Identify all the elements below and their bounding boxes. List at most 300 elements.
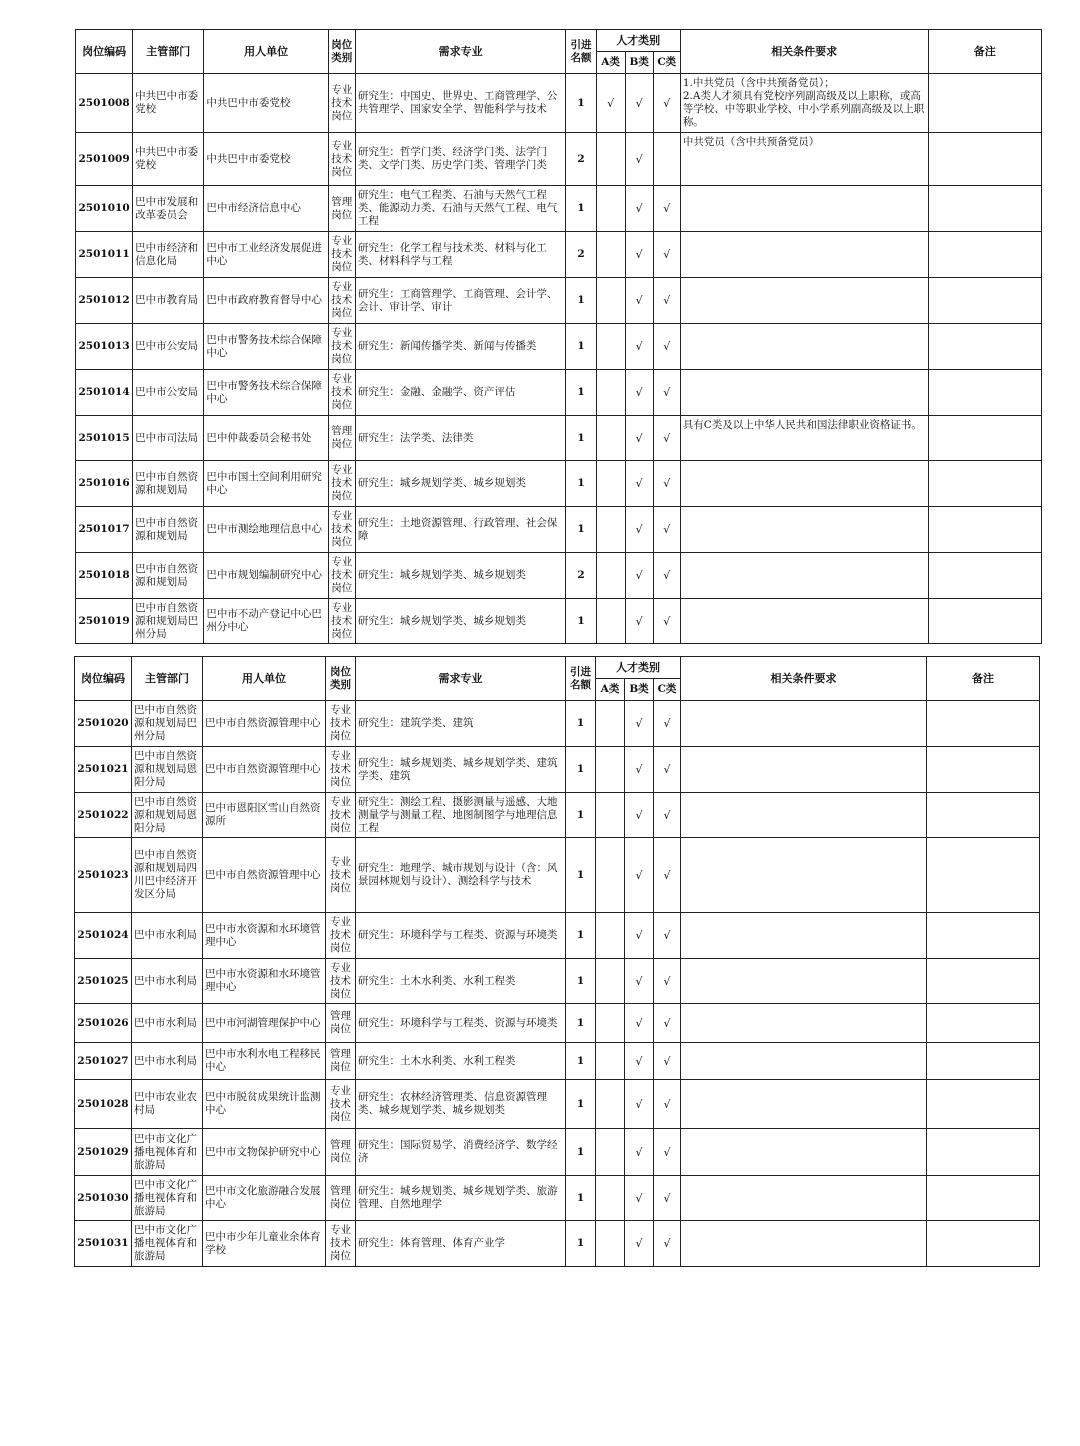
row-category: 专业技术岗位 (328, 553, 355, 599)
row-category: 专业技术岗位 (328, 232, 355, 278)
header-category: 岗位类别 (326, 657, 356, 701)
row-remark (928, 416, 1041, 461)
row-code: 2501021 (75, 747, 132, 793)
header-c: C类 (653, 52, 680, 74)
row-quota: 1 (566, 1129, 596, 1176)
row-c-check: √ (653, 74, 680, 133)
row-c-check: √ (654, 959, 681, 1004)
row-b-check: √ (625, 1221, 654, 1267)
row-c-check: √ (654, 701, 681, 747)
header-major: 需求专业 (356, 657, 566, 701)
row-conditions: 1.中共党员（含中共预备党员）； 2.A类人才须具有党校序列副高级及以上职称，或高等学校、中等职业学校、中小学系列副高级及以上职称。 (680, 74, 928, 133)
row-code: 2501010 (76, 186, 133, 232)
row-quota: 1 (566, 278, 596, 324)
row-unit: 巴中市自然资源管理中心 (203, 838, 326, 913)
row-category: 专业技术岗位 (328, 507, 355, 553)
table-row (75, 701, 1040, 747)
row-code: 2501029 (75, 1129, 132, 1176)
row-b-check: √ (625, 74, 653, 133)
row-remark (927, 1043, 1040, 1080)
row-code: 2501019 (76, 599, 133, 644)
row-code: 2501013 (76, 324, 133, 370)
row-code: 2501017 (76, 507, 133, 553)
row-unit: 巴中仲裁委员会秘书处 (204, 416, 328, 461)
row-conditions (681, 701, 927, 747)
row-a-check (596, 701, 625, 747)
row-a-check (596, 1043, 625, 1080)
table-row (76, 186, 1042, 232)
row-a-check (596, 913, 625, 959)
row-unit: 中共巴中市委党校 (204, 74, 328, 133)
row-a-check: √ (596, 74, 625, 133)
header-quota: 引进名额 (566, 30, 596, 74)
row-unit: 巴中市测绘地理信息中心 (204, 507, 328, 553)
row-major: 研究生：土木水利类、水利工程类 (356, 1043, 566, 1080)
row-category: 管理岗位 (326, 1043, 356, 1080)
row-code: 2501008 (76, 74, 133, 133)
row-major: 研究生：建筑学类、建筑 (356, 701, 566, 747)
row-major: 研究生：哲学门类、经济学门类、法学门类、文学门类、历史学门类、管理学门类 (355, 133, 566, 186)
table-row (76, 599, 1042, 644)
row-major: 研究生：金融、金融学、资产评估 (355, 370, 566, 416)
table-row (76, 416, 1042, 461)
table-row (75, 1176, 1040, 1221)
row-dept: 巴中市水利局 (132, 913, 203, 959)
row-conditions: 具有C类及以上中华人民共和国法律职业资格证书。 (680, 416, 928, 461)
row-dept: 巴中市水利局 (132, 1043, 203, 1080)
row-quota: 1 (566, 1004, 596, 1043)
row-major: 研究生：电气工程类、石油与天然气工程类、能源动力类、石油与天然气工程、电气工程 (355, 186, 566, 232)
row-conditions (680, 553, 928, 599)
row-unit: 巴中市国土空间利用研究中心 (204, 461, 328, 507)
row-category: 管理岗位 (326, 1004, 356, 1043)
row-category: 专业技术岗位 (326, 913, 356, 959)
row-a-check (596, 1129, 625, 1176)
row-category: 专业技术岗位 (328, 324, 355, 370)
row-b-check: √ (625, 461, 653, 507)
row-code: 2501020 (75, 701, 132, 747)
row-dept: 巴中市经济和信息化局 (133, 232, 204, 278)
row-major: 研究生：化学工程与技术类、材料与化工类、材料科学与工程 (355, 232, 566, 278)
row-a-check (596, 793, 625, 838)
row-unit: 巴中市恩阳区雪山自然资源所 (203, 793, 326, 838)
row-major: 研究生：城乡规划类、城乡规划学类、建筑学类、建筑 (356, 747, 566, 793)
row-remark (927, 1080, 1040, 1129)
row-code: 2501027 (75, 1043, 132, 1080)
row-conditions (680, 599, 928, 644)
row-a-check (596, 416, 625, 461)
row-unit: 巴中市警务技术综合保障中心 (204, 370, 328, 416)
header-remarks: 备注 (928, 30, 1041, 74)
row-remark (927, 838, 1040, 913)
row-a-check (596, 507, 625, 553)
row-a-check (596, 1080, 625, 1129)
row-b-check: √ (625, 959, 654, 1004)
header-unit: 用人单位 (203, 657, 326, 701)
table-row (76, 232, 1042, 278)
header-a: A类 (596, 679, 625, 701)
row-b-check: √ (625, 416, 653, 461)
row-b-check: √ (625, 1080, 654, 1129)
row-b-check: √ (625, 1043, 654, 1080)
row-conditions (680, 461, 928, 507)
row-dept: 巴中市水利局 (132, 959, 203, 1004)
row-remark (928, 507, 1041, 553)
header-major: 需求专业 (355, 30, 566, 74)
row-b-check: √ (625, 186, 653, 232)
table-row (75, 913, 1040, 959)
row-conditions (680, 370, 928, 416)
row-c-check: √ (653, 186, 680, 232)
row-a-check (596, 370, 625, 416)
row-conditions (681, 959, 927, 1004)
row-b-check: √ (625, 747, 654, 793)
row-dept: 巴中市司法局 (133, 416, 204, 461)
row-dept: 巴中市自然资源和规划局巴州分局 (132, 701, 203, 747)
row-c-check: √ (653, 461, 680, 507)
row-quota: 1 (566, 1176, 596, 1221)
table-row (76, 74, 1042, 133)
row-major: 研究生：城乡规划学类、城乡规划类 (355, 599, 566, 644)
row-conditions (680, 324, 928, 370)
row-quota: 1 (566, 701, 596, 747)
row-c-check: √ (654, 1043, 681, 1080)
row-a-check (596, 1221, 625, 1267)
row-quota: 1 (566, 1043, 596, 1080)
row-b-check: √ (625, 701, 654, 747)
row-code: 2501030 (75, 1176, 132, 1221)
row-remark (928, 186, 1041, 232)
row-remark (928, 370, 1041, 416)
row-code: 2501012 (76, 278, 133, 324)
row-a-check (596, 838, 625, 913)
row-major: 研究生：新闻传播学类、新闻与传播类 (355, 324, 566, 370)
row-c-check: √ (654, 838, 681, 913)
table-row (75, 1080, 1040, 1129)
row-unit: 巴中市警务技术综合保障中心 (204, 324, 328, 370)
row-category: 专业技术岗位 (328, 74, 355, 133)
row-remark (927, 1004, 1040, 1043)
header-talent: 人才类别 (596, 657, 681, 679)
row-category: 专业技术岗位 (328, 461, 355, 507)
row-quota: 1 (566, 507, 596, 553)
row-major: 研究生：城乡规划学类、城乡规划类 (355, 461, 566, 507)
row-dept: 巴中市自然资源和规划局巴州分局 (133, 599, 204, 644)
row-category: 管理岗位 (328, 186, 355, 232)
table-row (76, 370, 1042, 416)
row-a-check (596, 186, 625, 232)
row-b-check: √ (625, 1176, 654, 1221)
row-a-check (596, 324, 625, 370)
row-c-check: √ (653, 324, 680, 370)
row-major: 研究生：法学类、法律类 (355, 416, 566, 461)
row-dept: 中共巴中市委党校 (133, 133, 204, 186)
row-category: 专业技术岗位 (326, 1221, 356, 1267)
row-code: 2501022 (75, 793, 132, 838)
row-code: 2501028 (75, 1080, 132, 1129)
row-a-check (596, 747, 625, 793)
row-quota: 1 (566, 959, 596, 1004)
row-major: 研究生：中国史、世界史、工商管理学、公共管理学、国家安全学、智能科学与技术 (355, 74, 566, 133)
row-quota: 1 (566, 74, 596, 133)
table-row (75, 1043, 1040, 1080)
table-row (76, 553, 1042, 599)
row-dept: 巴中市自然资源和规划局 (133, 461, 204, 507)
row-quota: 1 (566, 913, 596, 959)
row-conditions (681, 1176, 927, 1221)
row-a-check (596, 232, 625, 278)
row-dept: 巴中市自然资源和规划局恩阳分局 (132, 793, 203, 838)
row-unit: 巴中市少年儿童业余体育学校 (203, 1221, 326, 1267)
row-b-check: √ (625, 553, 653, 599)
row-dept: 巴中市教育局 (133, 278, 204, 324)
row-quota: 1 (566, 838, 596, 913)
row-quota: 1 (566, 416, 596, 461)
row-unit: 巴中市水利水电工程移民中心 (203, 1043, 326, 1080)
row-remark (928, 553, 1041, 599)
header-remarks: 备注 (927, 657, 1040, 701)
row-c-check: √ (654, 1129, 681, 1176)
row-category: 管理岗位 (328, 416, 355, 461)
row-conditions: 中共党员（含中共预备党员） (680, 133, 928, 186)
row-b-check: √ (625, 599, 653, 644)
row-quota: 1 (566, 747, 596, 793)
row-code: 2501023 (75, 838, 132, 913)
row-remark (928, 74, 1041, 133)
row-major: 研究生：环境科学与工程类、资源与环境类 (356, 1004, 566, 1043)
row-code: 2501014 (76, 370, 133, 416)
row-b-check: √ (625, 1004, 654, 1043)
recruitment-table-2 (74, 656, 1040, 1267)
row-major: 研究生：测绘工程、摄影测量与遥感、大地测量学与测量工程、地图制图学与地理信息工程 (356, 793, 566, 838)
row-conditions (681, 747, 927, 793)
table-row (75, 959, 1040, 1004)
row-major: 研究生：土木水利类、水利工程类 (356, 959, 566, 1004)
header-conditions: 相关条件要求 (681, 657, 927, 701)
row-category: 专业技术岗位 (328, 370, 355, 416)
row-dept: 巴中市公安局 (133, 370, 204, 416)
row-category: 专业技术岗位 (328, 278, 355, 324)
header-quota: 引进名额 (566, 657, 596, 701)
table-row (76, 461, 1042, 507)
row-c-check: √ (653, 278, 680, 324)
row-quota: 2 (566, 553, 596, 599)
row-category: 专业技术岗位 (326, 793, 356, 838)
row-category: 专业技术岗位 (326, 747, 356, 793)
row-code: 2501011 (76, 232, 133, 278)
row-quota: 1 (566, 599, 596, 644)
row-a-check (596, 461, 625, 507)
row-quota: 1 (566, 793, 596, 838)
table-row (75, 747, 1040, 793)
row-code: 2501031 (75, 1221, 132, 1267)
row-code: 2501015 (76, 416, 133, 461)
row-conditions (681, 1043, 927, 1080)
row-b-check: √ (625, 838, 654, 913)
row-quota: 1 (566, 324, 596, 370)
row-unit: 巴中市水资源和水环境管理中心 (203, 913, 326, 959)
row-remark (928, 599, 1041, 644)
row-dept: 巴中市农业农村局 (132, 1080, 203, 1129)
row-unit: 巴中市自然资源管理中心 (203, 747, 326, 793)
row-conditions (681, 1004, 927, 1043)
row-conditions (680, 507, 928, 553)
row-category: 专业技术岗位 (326, 959, 356, 1004)
table-row (75, 793, 1040, 838)
row-conditions (681, 793, 927, 838)
row-b-check: √ (625, 1129, 654, 1176)
table-row (76, 133, 1042, 186)
row-unit: 巴中市水资源和水环境管理中心 (203, 959, 326, 1004)
table-row (75, 1221, 1040, 1267)
row-dept: 巴中市文化广播电视体育和旅游局 (132, 1129, 203, 1176)
row-unit: 巴中市文化旅游融合发展中心 (203, 1176, 326, 1221)
row-c-check: √ (653, 232, 680, 278)
row-major: 研究生：土地资源管理、行政管理、社会保障 (355, 507, 566, 553)
row-remark (928, 278, 1041, 324)
row-major: 研究生：国际贸易学、消费经济学、数学经济 (356, 1129, 566, 1176)
row-dept: 巴中市公安局 (133, 324, 204, 370)
row-b-check: √ (625, 793, 654, 838)
header-unit: 用人单位 (204, 30, 328, 74)
recruitment-table-1 (75, 29, 1042, 644)
row-dept: 巴中市水利局 (132, 1004, 203, 1043)
row-code: 2501018 (76, 553, 133, 599)
header-b: B类 (625, 679, 654, 701)
row-c-check (653, 133, 680, 186)
row-major: 研究生：体育管理、体育产业学 (356, 1221, 566, 1267)
row-b-check: √ (625, 370, 653, 416)
row-unit: 巴中市政府教育督导中心 (204, 278, 328, 324)
header-dept: 主管部门 (133, 30, 204, 74)
row-major: 研究生：地理学、城市规划与设计（含：风景园林规划与设计）、测绘科学与技术 (356, 838, 566, 913)
row-conditions (681, 838, 927, 913)
row-a-check (596, 553, 625, 599)
row-major: 研究生：环境科学与工程类、资源与环境类 (356, 913, 566, 959)
row-c-check: √ (653, 599, 680, 644)
row-a-check (596, 599, 625, 644)
row-quota: 1 (566, 1221, 596, 1267)
row-code: 2501024 (75, 913, 132, 959)
row-remark (928, 461, 1041, 507)
row-quota: 1 (566, 370, 596, 416)
row-unit: 巴中市规划编制研究中心 (204, 553, 328, 599)
row-conditions (681, 1129, 927, 1176)
row-c-check: √ (654, 1004, 681, 1043)
row-dept: 巴中市发展和改革委员会 (133, 186, 204, 232)
row-unit: 巴中市不动产登记中心巴州分中心 (204, 599, 328, 644)
row-remark (928, 232, 1041, 278)
header-code: 岗位编码 (75, 657, 132, 701)
row-remark (927, 747, 1040, 793)
row-quota: 1 (566, 186, 596, 232)
row-c-check: √ (654, 1080, 681, 1129)
row-c-check: √ (653, 416, 680, 461)
header-category: 岗位类别 (328, 30, 355, 74)
row-code: 2501026 (75, 1004, 132, 1043)
row-dept: 巴中市文化广播电视体育和旅游局 (132, 1176, 203, 1221)
row-remark (927, 913, 1040, 959)
row-dept: 中共巴中市委党校 (133, 74, 204, 133)
row-category: 专业技术岗位 (326, 701, 356, 747)
row-a-check (596, 278, 625, 324)
row-quota: 2 (566, 232, 596, 278)
row-conditions (681, 913, 927, 959)
header-a: A类 (596, 52, 625, 74)
row-conditions (680, 278, 928, 324)
row-code: 2501025 (75, 959, 132, 1004)
row-category: 专业技术岗位 (326, 838, 356, 913)
row-unit: 巴中市经济信息中心 (204, 186, 328, 232)
row-c-check: √ (654, 793, 681, 838)
row-unit: 巴中市脱贫成果统计监测中心 (203, 1080, 326, 1129)
row-remark (927, 959, 1040, 1004)
row-unit: 巴中市工业经济发展促进中心 (204, 232, 328, 278)
table-row (76, 278, 1042, 324)
row-quota: 1 (566, 461, 596, 507)
table-row (75, 1129, 1040, 1176)
row-b-check: √ (625, 278, 653, 324)
row-b-check: √ (625, 324, 653, 370)
row-c-check: √ (654, 1176, 681, 1221)
row-remark (927, 701, 1040, 747)
row-unit: 巴中市河湖管理保护中心 (203, 1004, 326, 1043)
row-unit: 中共巴中市委党校 (204, 133, 328, 186)
row-remark (927, 1129, 1040, 1176)
row-c-check: √ (653, 507, 680, 553)
row-unit: 巴中市文物保护研究中心 (203, 1129, 326, 1176)
row-b-check: √ (625, 133, 653, 186)
row-category: 专业技术岗位 (328, 133, 355, 186)
table-row (75, 1004, 1040, 1043)
row-major: 研究生：工商管理学、工商管理、会计学、会计、审计学、审计 (355, 278, 566, 324)
row-remark (927, 1221, 1040, 1267)
row-b-check: √ (625, 232, 653, 278)
row-dept: 巴中市自然资源和规划局 (133, 553, 204, 599)
header-dept: 主管部门 (132, 657, 203, 701)
row-a-check (596, 1176, 625, 1221)
row-category: 专业技术岗位 (326, 1080, 356, 1129)
row-b-check: √ (625, 913, 654, 959)
row-conditions (680, 186, 928, 232)
row-remark (928, 133, 1041, 186)
row-major: 研究生：城乡规划类、城乡规划学类、旅游管理、自然地理学 (356, 1176, 566, 1221)
row-unit: 巴中市自然资源管理中心 (203, 701, 326, 747)
row-major: 研究生：农林经济管理类、信息资源管理类、城乡规划学类、城乡规划类 (356, 1080, 566, 1129)
header-c: C类 (654, 679, 681, 701)
header-conditions: 相关条件要求 (680, 30, 928, 74)
row-category: 管理岗位 (326, 1176, 356, 1221)
table-row (75, 838, 1040, 913)
row-major: 研究生：城乡规划学类、城乡规划类 (355, 553, 566, 599)
row-c-check: √ (654, 1221, 681, 1267)
row-remark (927, 793, 1040, 838)
row-c-check: √ (654, 747, 681, 793)
row-dept: 巴中市自然资源和规划局四川巴中经济开发区分局 (132, 838, 203, 913)
row-a-check (596, 1004, 625, 1043)
row-remark (927, 1176, 1040, 1221)
row-conditions (681, 1080, 927, 1129)
table-row (76, 324, 1042, 370)
row-code: 2501009 (76, 133, 133, 186)
row-dept: 巴中市自然资源和规划局 (133, 507, 204, 553)
header-code: 岗位编码 (76, 30, 133, 74)
row-c-check: √ (654, 913, 681, 959)
header-b: B类 (625, 52, 653, 74)
row-a-check (596, 959, 625, 1004)
row-c-check: √ (653, 553, 680, 599)
table-row (76, 507, 1042, 553)
